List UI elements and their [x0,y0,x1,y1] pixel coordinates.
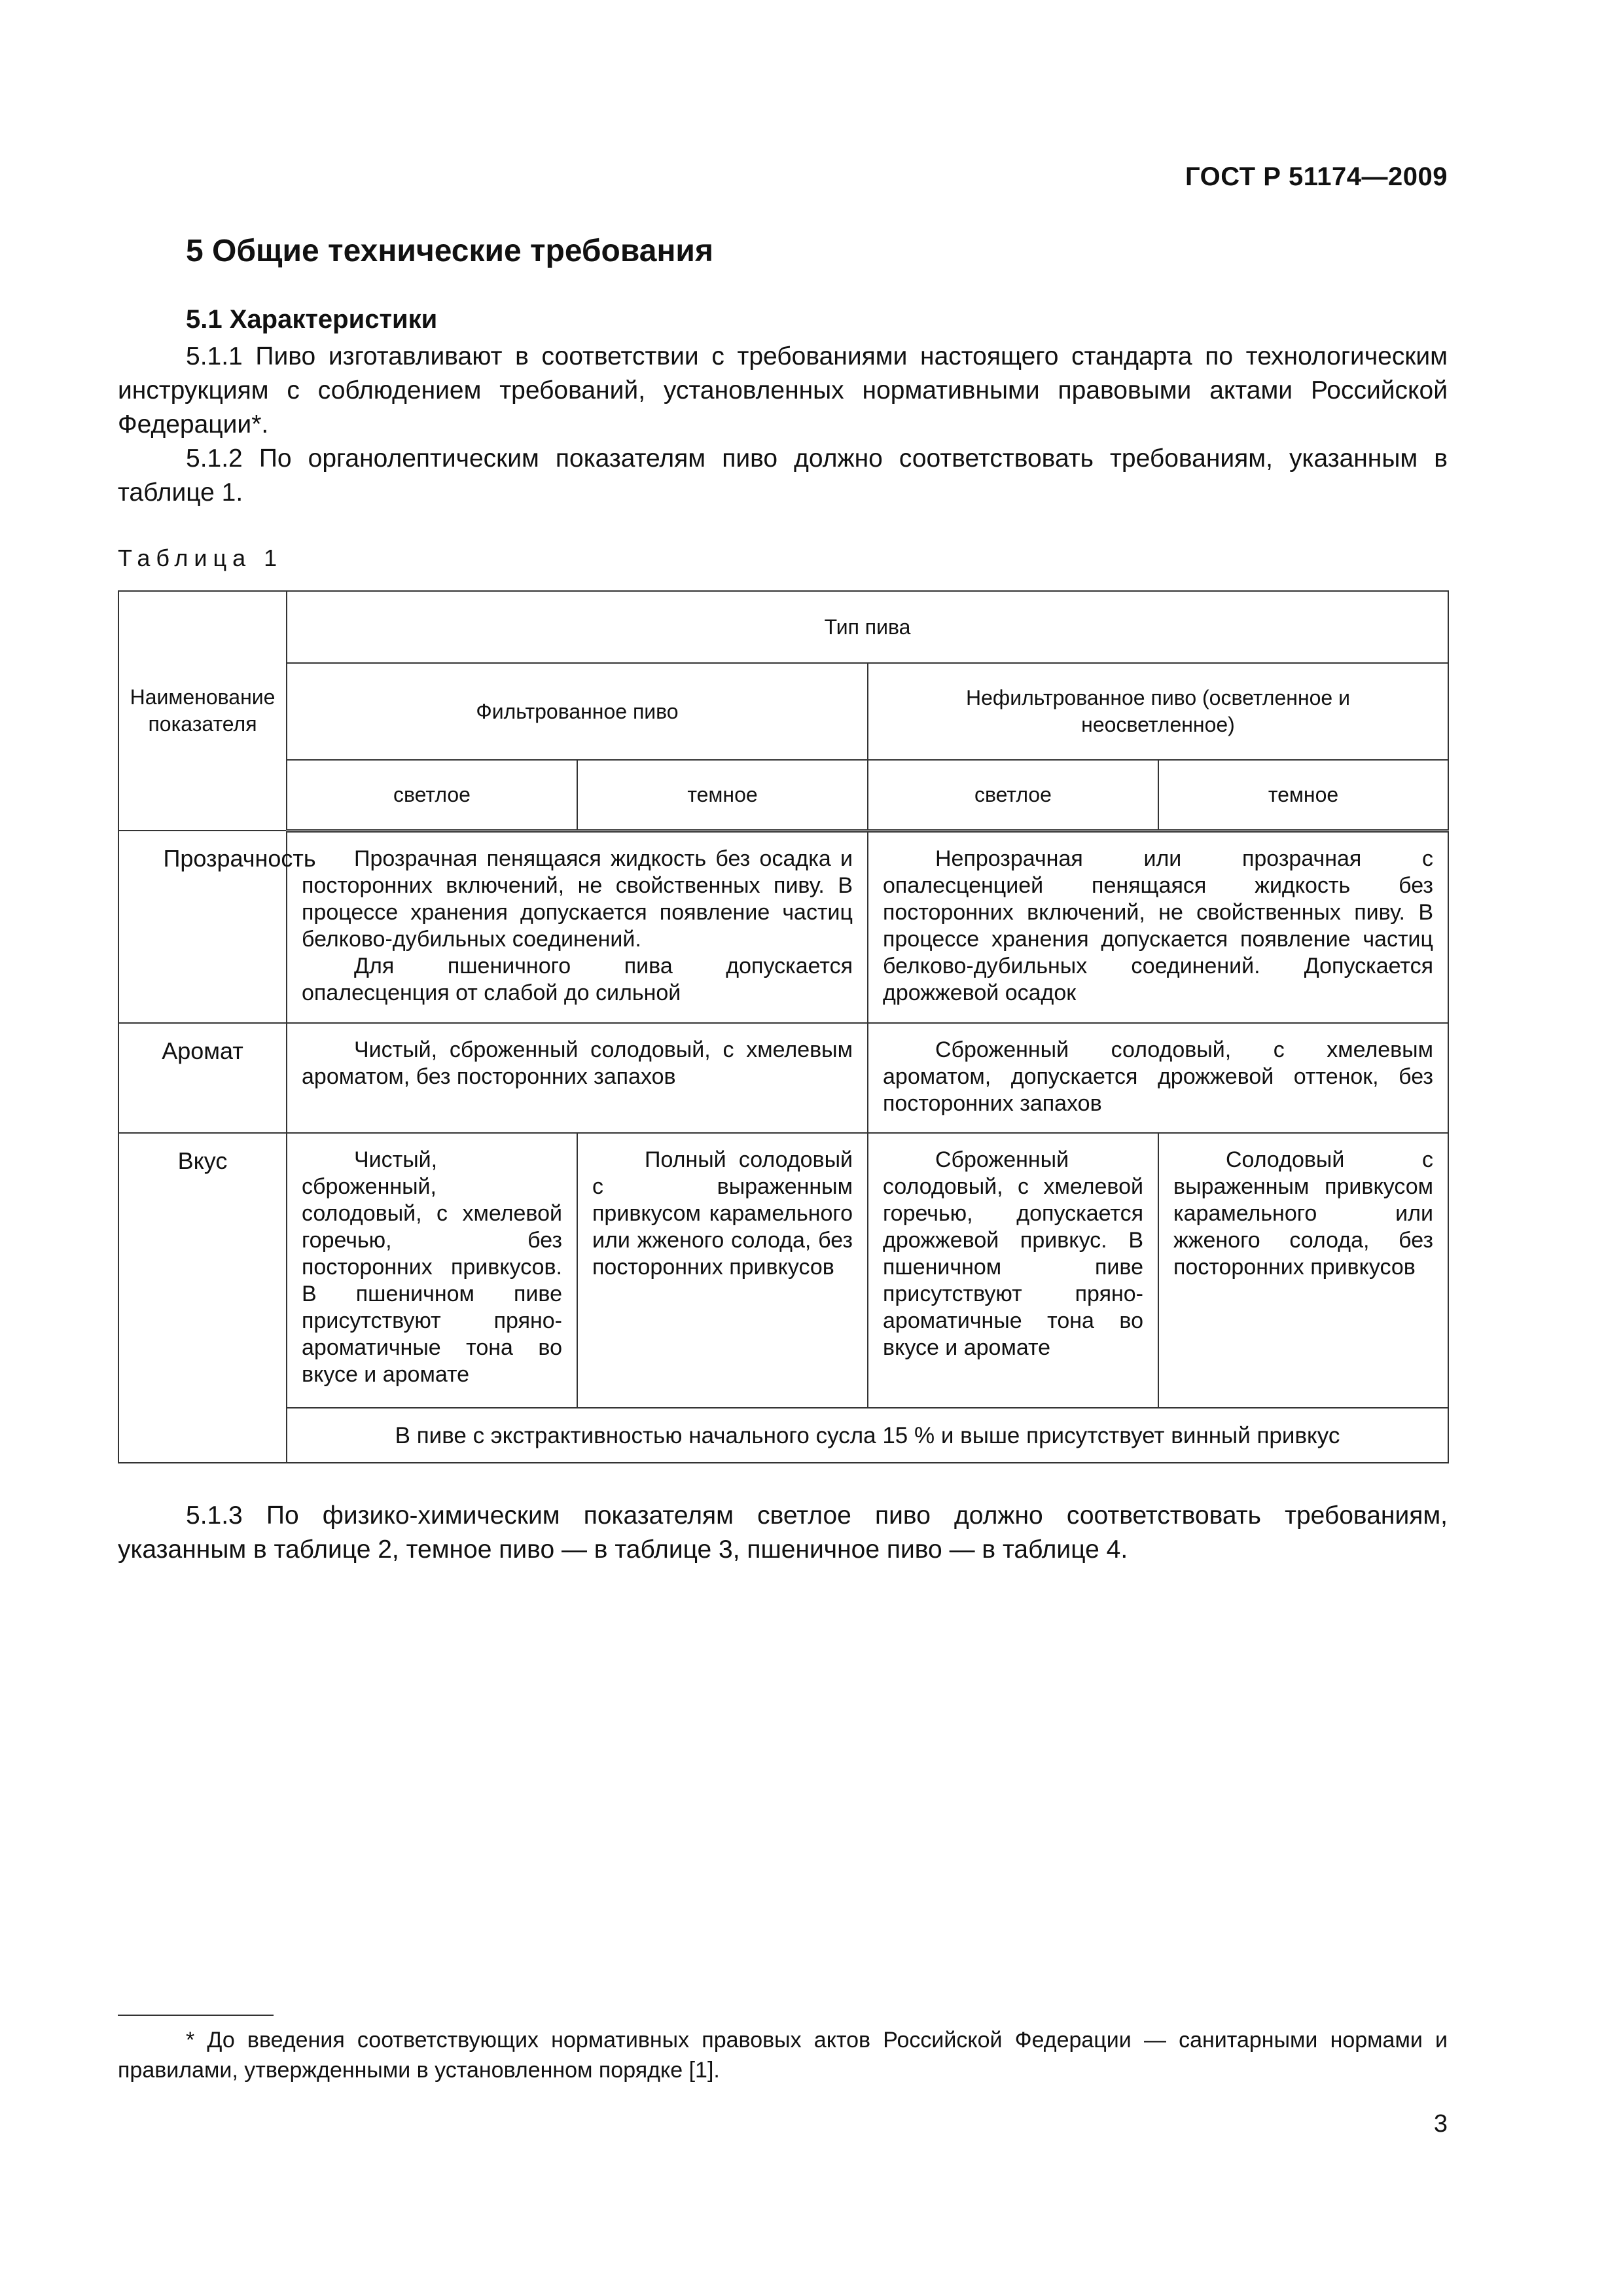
taste-filtered-light [287,1133,577,1408]
page-number: 3 [1433,2110,1448,2138]
footnote: * До введения соответствующих нормативных правовых актов Российской Федерации — санитарными нормами и правилами, утвержденными в установленном порядке [1]. [118,2028,1448,2083]
row-name-taste: Вкус [118,1133,287,1463]
clarity-unfiltered [868,831,1448,1023]
clarity-filtered [287,831,868,1023]
taste-unfiltered-light-text: Сброженный солодовый, с хмелевой горечью, допускается дрожжевой привкус. В пшеничном пиве присутствуют пряно-ароматичные тона во вкусе и аромате [883,1147,1143,1360]
document-id: ГОСТ Р 51174—2009 [1185,162,1448,191]
header-filtered-dark: темное [577,760,868,831]
row-name-aroma: Аромат [118,1023,287,1133]
paragraph-5-1-1: 5.1.1 Пиво изготавливают в соответствии с требованиями настоящего стандарта по технологическим инструкциям с соблюдением требований, установленных нормативными правовыми актами Российской Федерации*. [118,342,1448,439]
taste-filtered-dark [577,1133,868,1408]
aroma-filtered-text: Чистый, сброженный солодовый, с хмелевым ароматом, без посторонних запахов [302,1037,853,1089]
clarity-unfiltered-text: Непрозрачная или прозрачная с опалесценцией пенящаяся жидкость без посторонних включений, не свойственных пиву. В процессе хранения допускается появление частиц белково-дубильных соединений. Допускается дрожжевой осадок [883,846,1433,1005]
taste-note: В пиве с экстрактивностью начального сусла 15 % и выше присутствует винный привкус [287,1408,1448,1463]
header-unfiltered: Нефильтрованное пиво (осветленное и неосветленное) [868,663,1448,760]
aroma-unfiltered [868,1023,1448,1133]
aroma-filtered [287,1023,868,1133]
paragraph-5-1-2: 5.1.2 По органолептическим показателям пиво должно соответствовать требованиям, указанным в таблице 1. [118,444,1448,507]
header-filtered: Фильтрованное пиво [287,663,868,760]
header-unfiltered-dark: темное [1158,760,1448,831]
taste-unfiltered-dark-text: Солодовый с выраженным привкусом карамельного или жженого солода, без посторонних привкусов [1173,1147,1433,1280]
header-indicator-name: Наименование показателя [118,591,287,831]
taste-filtered-light-text: Чистый, сброженный, солодовый, с хмелевой горечью, без посторонних привкусов. В пшеничном пиве присутствуют пряно-ароматичные тона во вкусе и аромате [302,1147,562,1387]
aroma-unfiltered-text: Сброженный солодовый, с хмелевым ароматом, допускается дрожжевой оттенок, без посторонних запахов [883,1037,1433,1116]
clarity-filtered-text-1: Прозрачная пенящаяся жидкость без осадка и посторонних включений, не свойственных пиву. В процессе хранения допускается появление частиц белково-дубильных соединений. [302,846,853,952]
header-unfiltered-light: светлое [868,760,1158,831]
table-caption: Таблица 1 [118,545,283,571]
paragraph-5-1-3: 5.1.3 По физико-химическим показателям светлое пиво должно соответствовать требованиям, указанным в таблице 2, темное пиво — в таблице 3, пшеничное пиво — в таблице 4. [118,1501,1448,1564]
row-name-clarity [118,831,316,1023]
row-name-clarity-text: Прозрачность [163,845,316,872]
taste-filtered-dark-text: Полный солодовый с выраженным привкусом карамельного или жженого солода, без посторонних привкусов [592,1147,853,1280]
subsection-title: 5.1 Характеристики [186,305,438,334]
footnote-divider [118,2015,274,2016]
organoleptic-table [118,590,1449,1463]
header-filtered-light: светлое [287,760,577,831]
clarity-filtered-text-2: Для пшеничного пива допускается опалесценция от слабой до сильной [302,953,853,1005]
header-beer-type: Тип пива [287,591,1448,663]
taste-unfiltered-light [868,1133,1158,1408]
section-title: 5 Общие технические требования [186,234,713,268]
taste-unfiltered-dark [1158,1133,1448,1408]
